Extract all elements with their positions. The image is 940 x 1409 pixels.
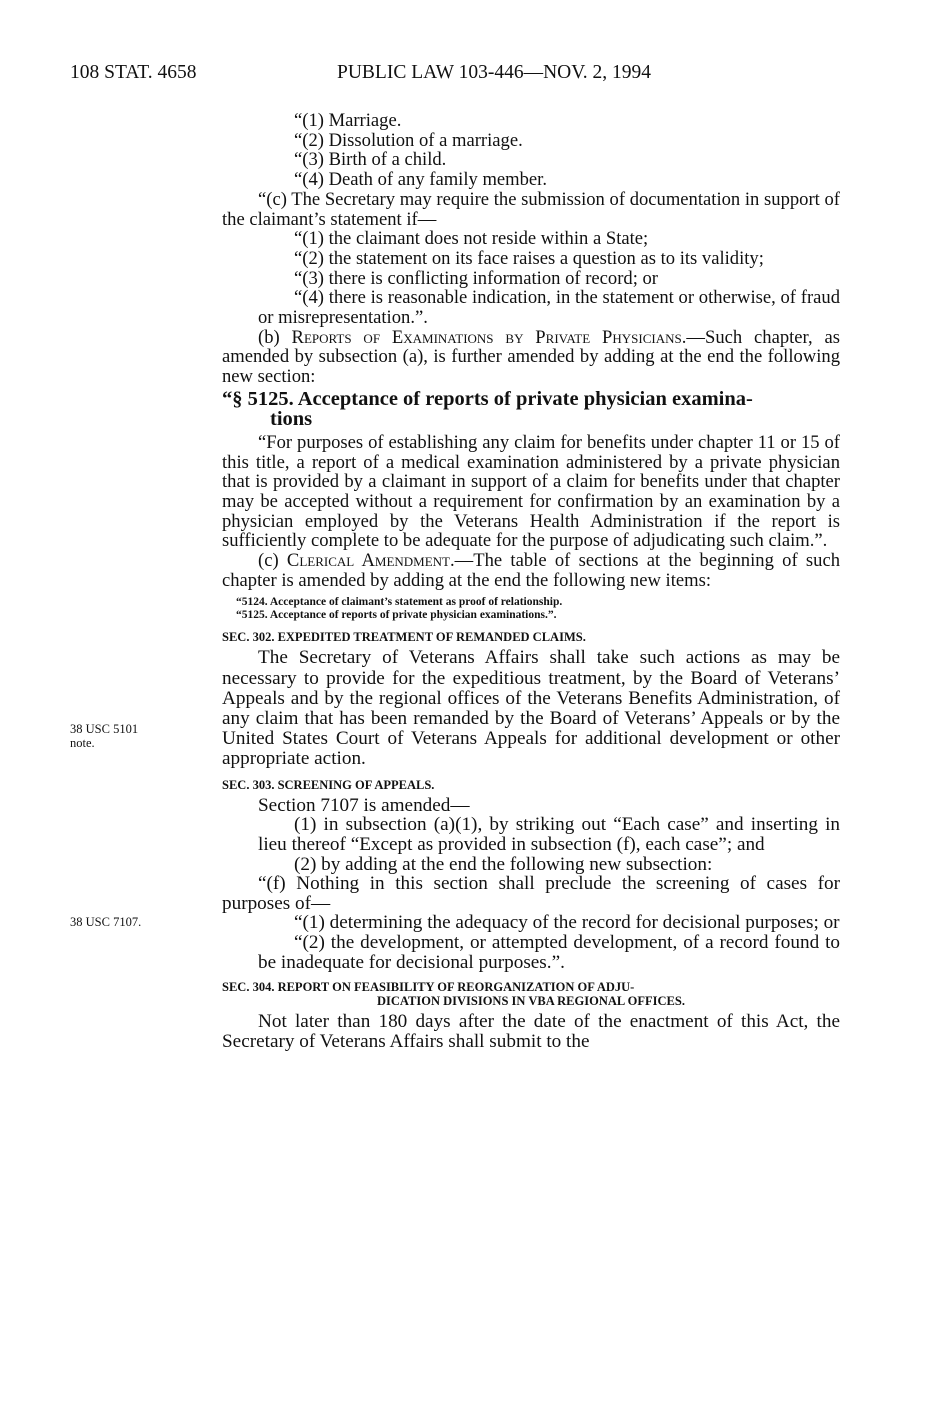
subsection-f-intro: “(f) Nothing in this section shall preclude the screening of cases for purposes of—: [222, 873, 840, 914]
subsection-c-intro: “(c) The Secretary may require the submission of documentation in support of the claimant’s statement if—: [222, 188, 840, 230]
list-item: “(3) Birth of a child.: [294, 149, 447, 171]
section-5125-heading: [222, 389, 840, 429]
paragraph: “(2) the statement on its face raises a question as to its validity;: [294, 247, 764, 269]
subsection-label: (b): [258, 326, 292, 348]
subsection-c-clerical: [222, 551, 840, 590]
sidenote-line: 38 USC 5101: [70, 722, 139, 736]
main-text-column: [222, 111, 840, 1053]
paragraph: “(3) there is conflicting information of record; or: [294, 267, 658, 289]
list-item: “(4) Death of any family member.: [294, 169, 547, 191]
heading-line: tions: [270, 407, 313, 430]
subsection-label: (c): [258, 550, 287, 572]
sec-302-title: SEC. 302. EXPEDITED TREATMENT OF REMANDED CLAIMS.: [222, 630, 586, 645]
title-line: DICATION DIVISIONS IN VBA REGIONAL OFFICES.: [377, 994, 685, 1009]
sec-303-title: SEC. 303. SCREENING OF APPEALS.: [222, 777, 435, 792]
sidenote-line: note.: [70, 736, 95, 750]
subsection-heading: Clerical Amendment.: [286, 550, 455, 572]
subsection-b: [222, 328, 840, 387]
paragraph: “(1) the claimant does not reside within a State;: [294, 228, 649, 250]
list-item: “(2) Dissolution of a marriage.: [294, 129, 523, 151]
subsection-text: —Such chapter, as amended by subsection (a), is further amended by adding at the end the following new section:: [222, 326, 840, 388]
sec-304-title: [222, 980, 840, 1008]
table-of-sections-item: “5125. Acceptance of reports of private physician examinations.”.: [236, 609, 557, 622]
paragraph: “(1) determining the adequacy of the record for decisional purposes; or: [294, 912, 840, 934]
table-of-sections-item: “5124. Acceptance of claimant’s statement as proof of relationship.: [236, 596, 563, 609]
sec-302-body: The Secretary of Veterans Affairs shall take such actions as may be necessary to provide for the expeditious treatment, by the Board of Veterans’ Appeals and by the regional offices of the Veterans Benefits Administration, of any claim that has been remanded by the Board of Veterans’ Appeals or by the United States Court of Veterans Appeals for additional development or other appropriate action.: [222, 647, 840, 770]
paragraph: (2) by adding at the end the following new subsection:: [294, 853, 713, 875]
sidenote-38usc7107: 38 USC 7107.: [70, 915, 142, 929]
subsection-text: —The table of sections at the beginning of such chapter is amended by adding at the end the following new items:: [222, 550, 840, 591]
title-line: SEC. 304. REPORT ON FEASIBILITY OF REORGANIZATION OF ADJU-: [222, 980, 635, 995]
page-header-stat: 108 STAT. 4658: [70, 62, 197, 83]
list-item: “(1) Marriage.: [294, 110, 402, 131]
paragraph: “(2) the development, or attempted development, of a record found to be inadequate for decisional purposes.”.: [258, 931, 840, 973]
sec-304-body: Not later than 180 days after the date of the enactment of this Act, the Secretary of Veterans Affairs shall submit to the: [222, 1011, 840, 1053]
page-header-law: PUBLIC LAW 103-446—NOV. 2, 1994: [337, 62, 652, 83]
paragraph: (1) in subsection (a)(1), by striking out “Each case” and inserting in lieu thereof “Except as provided in subsection (f), each case”; and: [258, 814, 840, 855]
heading-line: “§ 5125. Acceptance of reports of private physician examina-: [222, 387, 753, 410]
subsection-heading: Reports of Examinations by Private Physicians.: [291, 326, 687, 348]
section-5125-body: “For purposes of establishing any claim for benefits under chapter 11 or 15 of this title, a report of a medical examination administered by a private physician that is provided by a claimant in support of a claim for benefits under that chapter may be accepted without a requirement for confirmation by an examination by a physician employed by the Veterans Health Administration if the report is sufficiently complete to be adequate for the purpose of adjudicating such claim.”.: [222, 431, 840, 552]
sec-303-intro: Section 7107 is amended—: [258, 794, 470, 816]
sidenote-38usc5101: [70, 722, 138, 750]
paragraph: “(4) there is reasonable indication, in the statement or otherwise, of fraud or misrepresentation.”.: [258, 287, 840, 329]
